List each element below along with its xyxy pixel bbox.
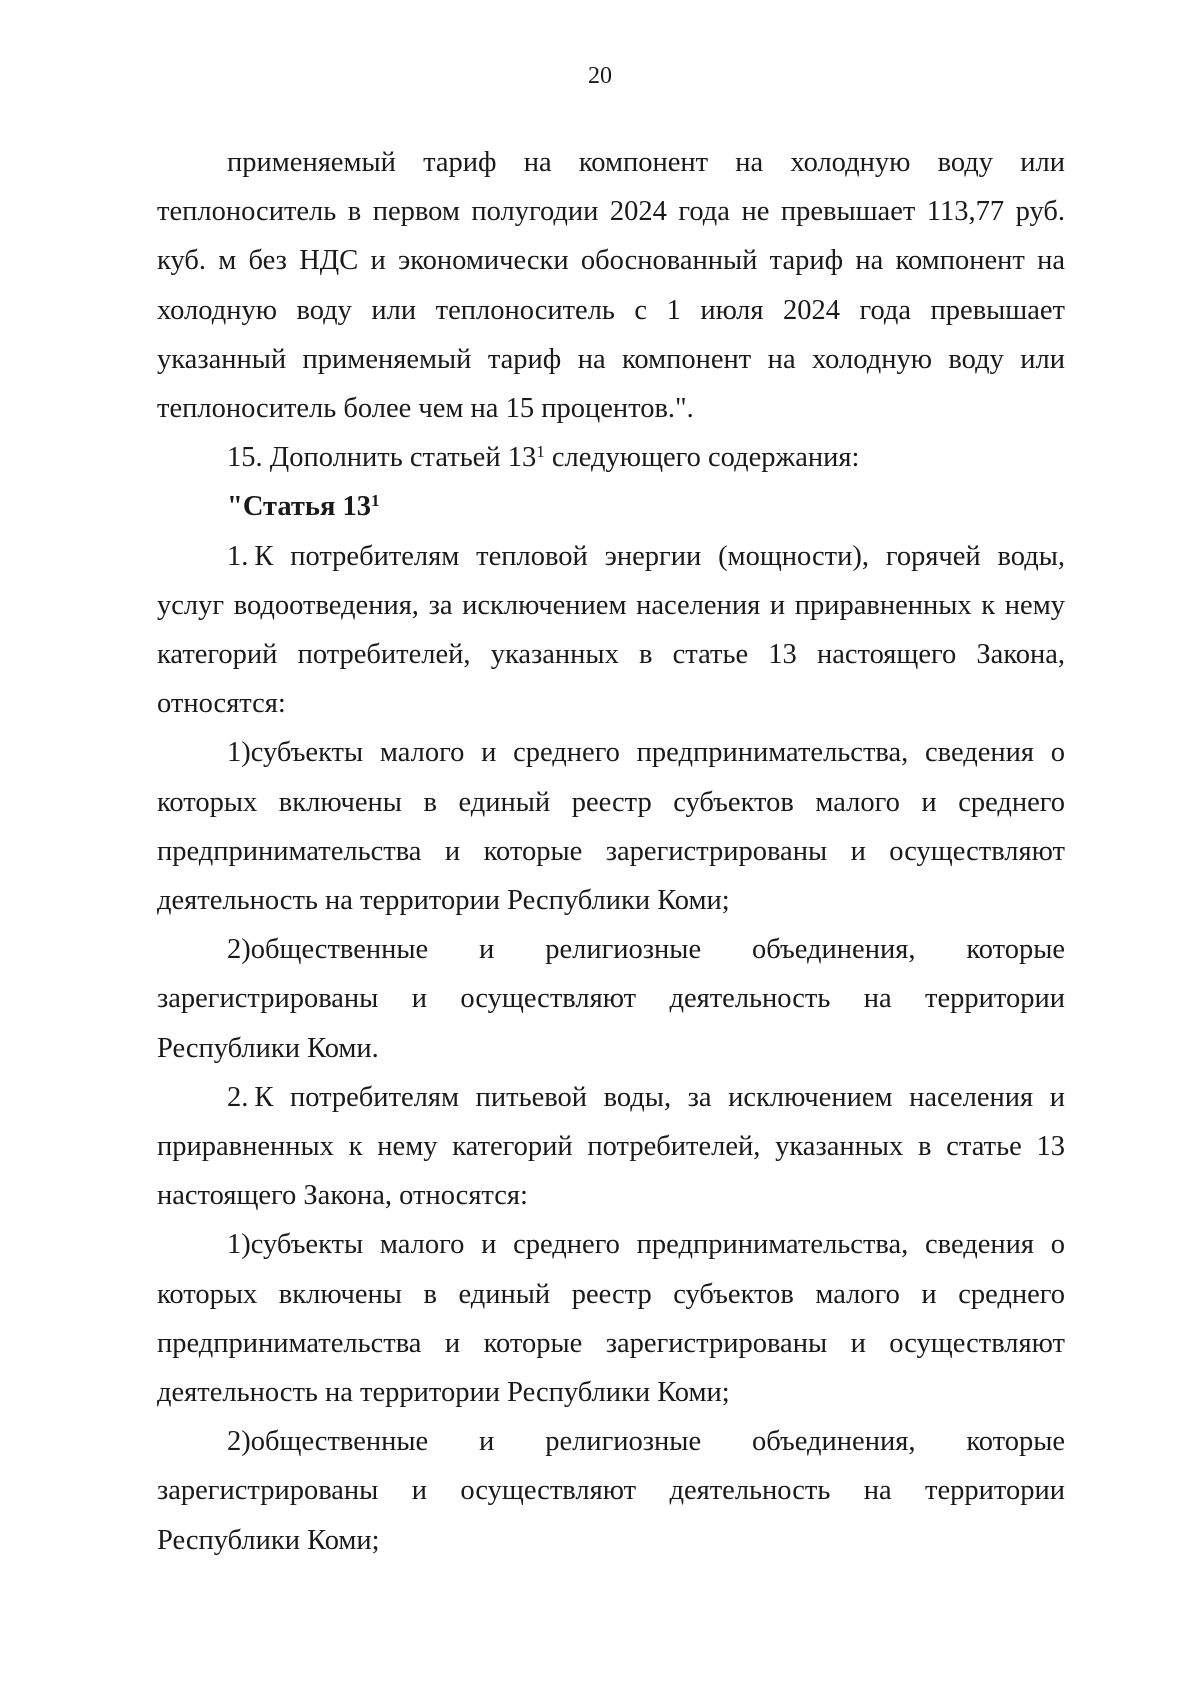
item-text: субъекты малого и среднего предпринимательства, сведения о которых включены в единый реестр субъектов малого и среднего предпринимательства и которые зарегистрированы и осуществляют деятельность на территории Республики Коми;: [157, 737, 1065, 917]
section-1-item-2: [157, 925, 1065, 1073]
article-heading-superscript: 1: [371, 490, 380, 510]
section-1-number: 1.: [227, 540, 249, 572]
section-1-text: К потребителям тепловой энергии (мощности), горячей воды, услуг водоотведения, за исключением населения и приравненных к нему категорий потребителей, указанных в статье 13 настоящего Закона, относятся:: [157, 540, 1065, 720]
page-number: 20: [588, 63, 612, 89]
section-2: [157, 1073, 1065, 1221]
item-number: 2): [227, 1426, 251, 1458]
paragraph-continuation: применяемый тариф на компонент на холодную воду или теплоноситель в первом полугодии 2024 года не превышает 113,77 руб. куб. м без НДС и экономически обоснованный тариф на компонент на холодную воду или теплоноситель с 1 июля 2024 года превышает указанный применяемый тариф на компонент на холодную воду или теплоноситель более чем на 15 процентов.".: [157, 147, 1065, 425]
section-2-number: 2.: [227, 1081, 249, 1113]
section-1: [157, 532, 1065, 729]
item-text: субъекты малого и среднего предпринимательства, сведения о которых включены в единый реестр субъектов малого и среднего предпринимательства и которые зарегистрированы и осуществляют деятельность на территории Республики Коми;: [157, 1229, 1065, 1409]
amendment-text-start: 15. Дополнить статьей 13: [227, 442, 537, 474]
item-number: 1): [227, 1229, 251, 1261]
document-body: [157, 138, 1065, 1565]
section-2-item-1: [157, 1220, 1065, 1417]
superscript: 1: [536, 441, 545, 461]
article-heading: [157, 482, 1065, 531]
section-2-text: К потребителям питьевой воды, за исключением населения и приравненных к нему категорий потребителей, указанных в статье 13 настоящего Закона, относятся:: [157, 1081, 1065, 1212]
item-text: общественные и религиозные объединения, которые зарегистрированы и осуществляют деятельность на территории Республики Коми;: [157, 1426, 1065, 1556]
item-number: 2): [227, 934, 251, 966]
amendment-text-end: следующего содержания:: [544, 442, 860, 474]
item-text: общественные и религиозные объединения, которые зарегистрированы и осуществляют деятельность на территории Республики Коми.: [157, 934, 1065, 1064]
paragraph-amendment-15: [157, 433, 1065, 482]
section-2-item-2: [157, 1417, 1065, 1565]
section-1-item-1: [157, 728, 1065, 925]
article-heading-text: "Статья 13: [227, 491, 372, 523]
item-number: 1): [227, 737, 251, 769]
